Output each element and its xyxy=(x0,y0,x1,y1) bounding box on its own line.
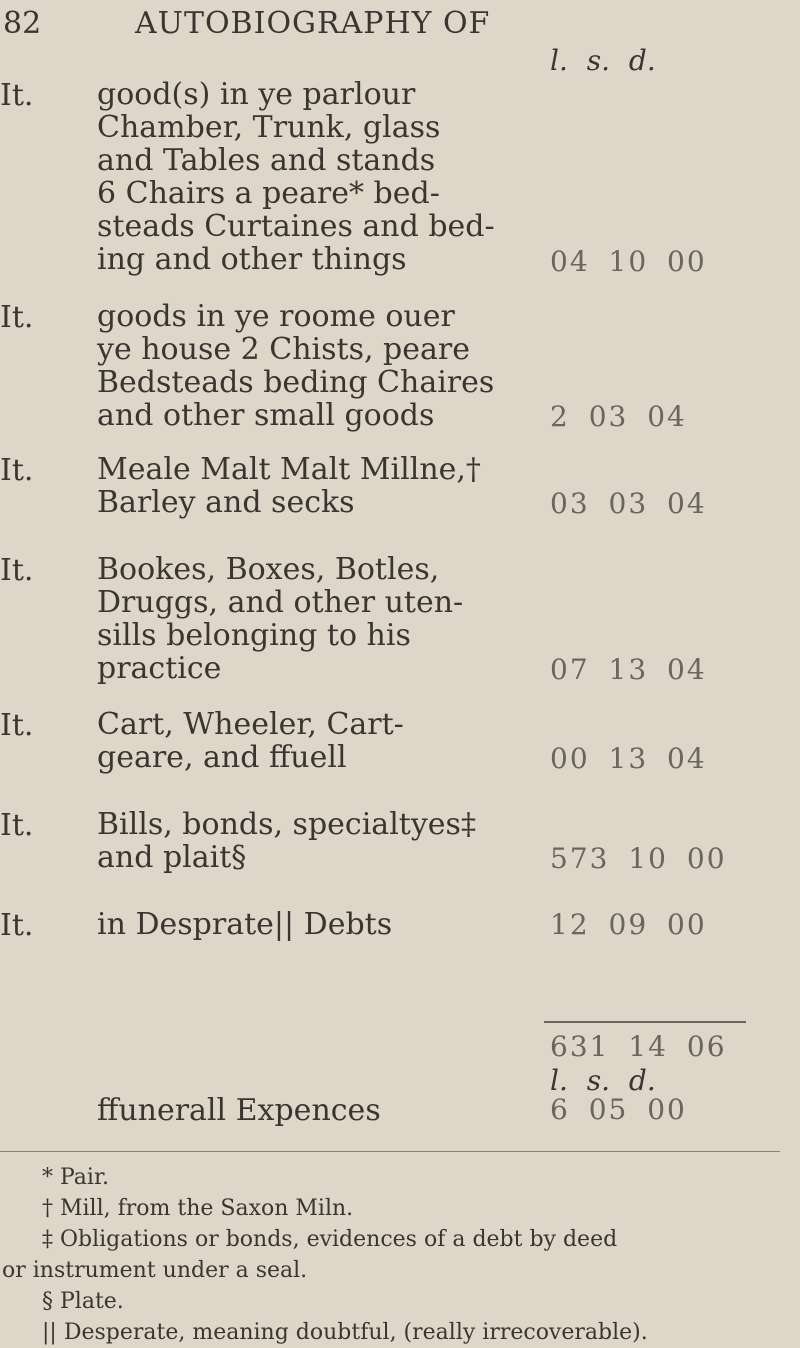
entry-marker: It. xyxy=(0,300,34,335)
entry-line: ing and other things xyxy=(97,242,407,277)
entry-description xyxy=(97,708,507,774)
entry-line: 6 Chairs a peare* bed- xyxy=(97,176,440,211)
footnote: * Pair. xyxy=(42,1165,110,1190)
entry-amount: 04 10 00 xyxy=(550,245,707,278)
entry-description xyxy=(97,453,507,519)
entry-line: Bills, bonds, specialtyes‡ xyxy=(97,807,476,842)
funeral-expenses-label: ffunerall Expences xyxy=(97,1093,381,1128)
entry-description xyxy=(97,78,507,276)
entry-amount: 12 09 00 xyxy=(550,908,707,941)
entry-line: Meale Malt Malt Millne,† xyxy=(97,452,481,487)
entry-line: goods in ye roome ouer xyxy=(97,299,455,334)
funeral-expenses-amount: 6 05 00 xyxy=(550,1093,687,1126)
entry-line: and other small goods xyxy=(97,398,435,433)
entry-line: sills belonging to his xyxy=(97,618,411,653)
footnotes xyxy=(2,1162,800,1348)
footnote: § Plate. xyxy=(42,1289,124,1314)
column-heading-lsd-2: l. s. d. xyxy=(550,1064,656,1097)
entry-line: and Tables and stands xyxy=(97,143,436,178)
entry-amount: 2 03 04 xyxy=(550,400,687,433)
entry-marker: It. xyxy=(0,908,34,943)
page-number: 82 xyxy=(3,6,42,41)
entry-marker: It. xyxy=(0,553,34,588)
footnote-divider xyxy=(0,1151,780,1152)
entry-line: and plait§ xyxy=(97,840,247,875)
total-rule xyxy=(544,1021,746,1023)
entry-amount: 07 13 04 xyxy=(550,653,707,686)
entry-line: Druggs, and other uten- xyxy=(97,585,464,620)
total-amount: 631 14 06 xyxy=(550,1030,727,1063)
footnote: ‡ Obligations or bonds, evidences of a debt by deed xyxy=(42,1227,618,1252)
entry-line: Chamber, Trunk, glass xyxy=(97,110,441,145)
footnote: † Mill, from the Saxon Miln. xyxy=(42,1196,354,1221)
entry-marker: It. xyxy=(0,453,34,488)
footnote: || Desperate, meaning doubtful, (really irrecoverable). xyxy=(42,1320,648,1345)
entry-line: Barley and secks xyxy=(97,485,355,520)
entry-line: Bookes, Boxes, Botles, xyxy=(97,552,440,587)
entry-amount: 00 13 04 xyxy=(550,742,707,775)
entry-description xyxy=(97,808,507,874)
entry-marker: It. xyxy=(0,708,34,743)
entry-marker: It. xyxy=(0,808,34,843)
running-head: AUTOBIOGRAPHY OF xyxy=(135,6,491,41)
entry-line: Cart, Wheeler, Cart- xyxy=(97,707,404,742)
entry-line: Bedsteads beding Chaires xyxy=(97,365,495,400)
entry-amount: 573 10 00 xyxy=(550,842,727,875)
entry-description xyxy=(97,908,507,941)
entry-description xyxy=(97,300,507,432)
entry-amount: 03 03 04 xyxy=(550,487,707,520)
entry-line: ye house 2 Chists, peare xyxy=(97,332,470,367)
entry-line: good(s) in ye parlour xyxy=(97,77,416,112)
entry-line: practice xyxy=(97,651,222,686)
entry-line: geare, and ffuell xyxy=(97,740,347,775)
entry-line: steads Curtaines and bed- xyxy=(97,209,495,244)
column-heading-lsd: l. s. d. xyxy=(550,44,656,77)
footnote: or instrument under a seal. xyxy=(2,1258,308,1283)
page-header xyxy=(0,6,800,46)
entry-line: in Desprate|| Debts xyxy=(97,907,393,942)
entry-marker: It. xyxy=(0,78,34,113)
entry-description xyxy=(97,553,507,685)
